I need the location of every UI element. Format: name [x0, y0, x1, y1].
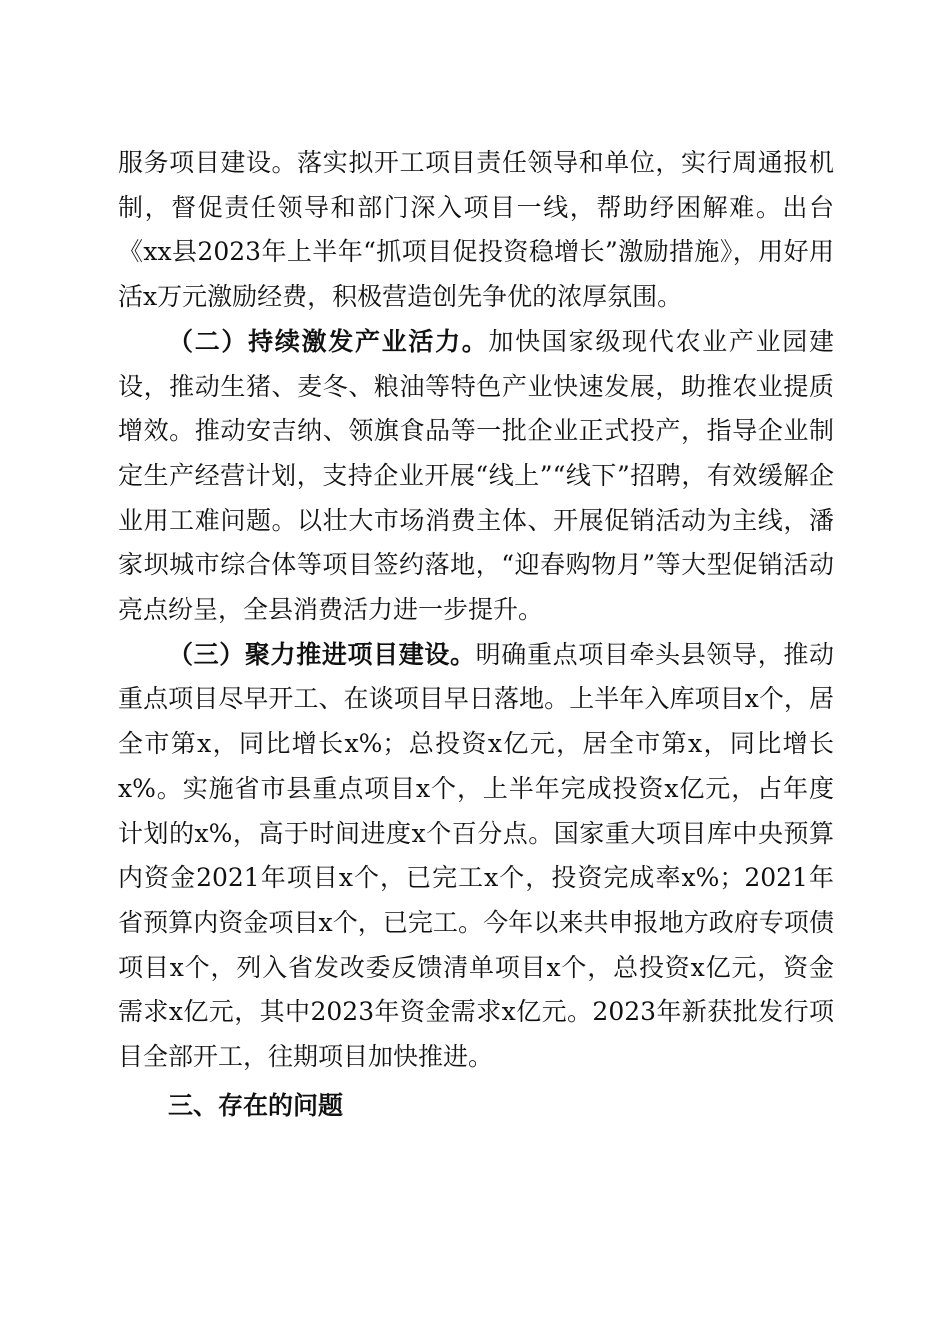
section-body-projects: 明确重点项目牵头县领导，推动重点项目尽早开工、在谈项目早日落地。上半年入库项目x个，居全市第x，同比增长x%；总投资x亿元，居全市第x，同比增长x%。实施省市县重点项目x个，上半年完成投资x亿元，占年度计划的x%，高于时间进度x个百分点。国家重大项目库中央预算内资金2021年项目x个，已完工x个，投资完成率x%；2021年省预算内资金项目x个，已完工。今年以来共申报地方政府专项债项目x个，列入省发改委反馈清单项目x个，总投资x亿元，资金需求x亿元，其中2023年资金需求x亿元。2023年新获批发行项目全部开工，往期项目加快推进。	[118, 639, 834, 1072]
section-industry-vitality	[118, 320, 834, 633]
section-project-construction	[118, 633, 834, 1080]
chapter-heading-problems: 三、存在的问题	[168, 1090, 344, 1120]
section-heading-projects: （三）聚力推进项目建设。	[168, 639, 476, 669]
paragraph-project-service: 服务项目建设。落实拟开工项目责任领导和单位，实行周通报机制，督促责任领导和部门深入项目一线，帮助纾困解难。出台《xx县2023年上半年“抓项目促投资稳增长”激励措施》，用好用活x万元激励经费，积极营造创先争优的浓厚氛围。	[118, 148, 834, 312]
section-body-industry: 加快国家级现代农业产业园建设，推动生猪、麦冬、粮油等特色产业快速发展，助推农业提质增效。推动安吉纳、领旗食品等一批企业正式投产，指导企业制定生产经营计划，支持企业开展“线上”“线下”招聘，有效缓解企业用工难问题。以壮大市场消费主体、开展促销活动为主线，潘家坝城市综合体等项目签约落地，“迎春购物月”等大型促销活动亮点纷呈，全县消费活力进一步提升。	[118, 326, 834, 625]
document-body	[118, 141, 834, 1128]
section-heading-industry: （二）持续激发产业活力。	[168, 326, 489, 356]
